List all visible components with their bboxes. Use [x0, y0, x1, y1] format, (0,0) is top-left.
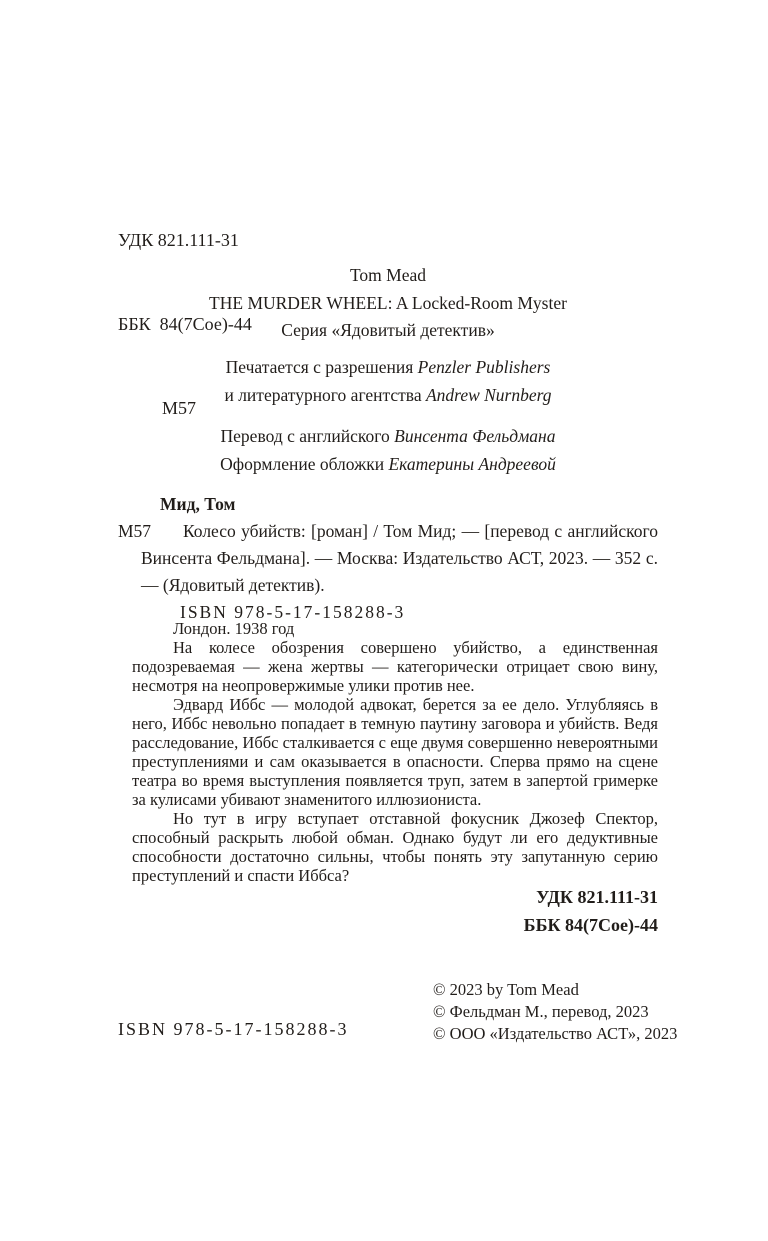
permission-line-2-agency: Andrew Nurnberg: [425, 384, 552, 405]
original-title: THE MURDER WHEEL: A Locked-Room Myster: [209, 292, 567, 313]
catalog-card: [118, 491, 658, 626]
catalog-description: Колесо убийств: [роман] / Том Мид; — [перевод с английского Винсента Фельдмана]. — Москва: Издательство АСТ, 2023. — 352 с. — (Ядовитый детектив).: [141, 521, 658, 595]
author-sign-code: М57: [162, 398, 197, 418]
catalog-author-heading: Мид, Том: [160, 494, 236, 514]
annotation-paragraph: На колесе обозрения совершено убийство, а единственная подозреваемая — жена жертвы — категорически отрицает свою вину, несмотря на неопровержимые улики против нее.: [132, 638, 658, 695]
series-name: Серия «Ядовитый детектив»: [281, 320, 495, 340]
footer-isbn: ISBN 978-5-17-158288-3: [118, 1019, 349, 1039]
copyright-line: © 2023 by Tom Mead: [433, 980, 579, 999]
translator-credit: [118, 423, 658, 451]
bbk-code-bottom: ББК 84(7Сое)-44: [523, 914, 658, 935]
annotation-block: [132, 619, 658, 885]
original-title-block: [118, 262, 658, 345]
udk-code-bottom: УДК 821.111-31: [536, 887, 658, 907]
bbk-code: ББК 84(7Сое)-44: [118, 314, 252, 334]
annotation-paragraph: Но тут в игру вступает отставной фокусник Джозеф Спектор, способный раскрыть любой обман. Однако будут ли его дедуктивные способности достаточно сильны, чтобы понять эту запутанную серию преступлений и спасти Иббса?: [132, 809, 658, 885]
original-author: Tom Mead: [349, 265, 427, 285]
credits-block: [118, 423, 658, 478]
cover-design-label: Оформление обложки: [220, 453, 389, 474]
translator-credit-label: Перевод с английского: [220, 426, 395, 446]
permission-line-1-text: Печатается с разрешения: [225, 357, 418, 377]
bibliographic-codes-bottom: [118, 884, 658, 939]
copyright-line: © ООО «Издательство АСТ», 2023: [433, 1024, 678, 1043]
permission-line-1: [118, 354, 658, 382]
permission-line-2: [118, 382, 658, 410]
copyright-block: [433, 979, 677, 1045]
translator-name: Винсента Фельдмана: [394, 426, 556, 446]
cover-design-credit: [118, 451, 658, 479]
permission-line-1-agency: Penzler Publishers: [417, 357, 551, 377]
annotation-setting: Лондон. 1938 год: [173, 619, 295, 638]
permission-line-2-text: и литературного агентства: [224, 384, 426, 405]
cover-designer-name: Екатерины Андреевой: [388, 453, 556, 474]
copyright-line: © Фельдман М., перевод, 2023: [433, 1002, 649, 1021]
permission-block: [118, 354, 658, 409]
catalog-isbn: ISBN 978-5-17-158288-3: [180, 602, 406, 622]
udk-code: УДК 821.111-31: [118, 230, 239, 250]
catalog-author-code: М57: [118, 521, 152, 541]
annotation-paragraph: Эдвард Иббс — молодой адвокат, берется за ее дело. Углубляясь в него, Иббс невольно попадает в темную паутину заговора и убийств. Ведя расследование, Иббс сталкивается с еще двумя совершенно невероятными преступлениями и сам оказывается в опасности. Сперва прямо на сцене театра во время выступления появляется труп, затем в запертой гримерке за кулисами убивают знаменитого иллюзиониста.: [132, 695, 658, 809]
